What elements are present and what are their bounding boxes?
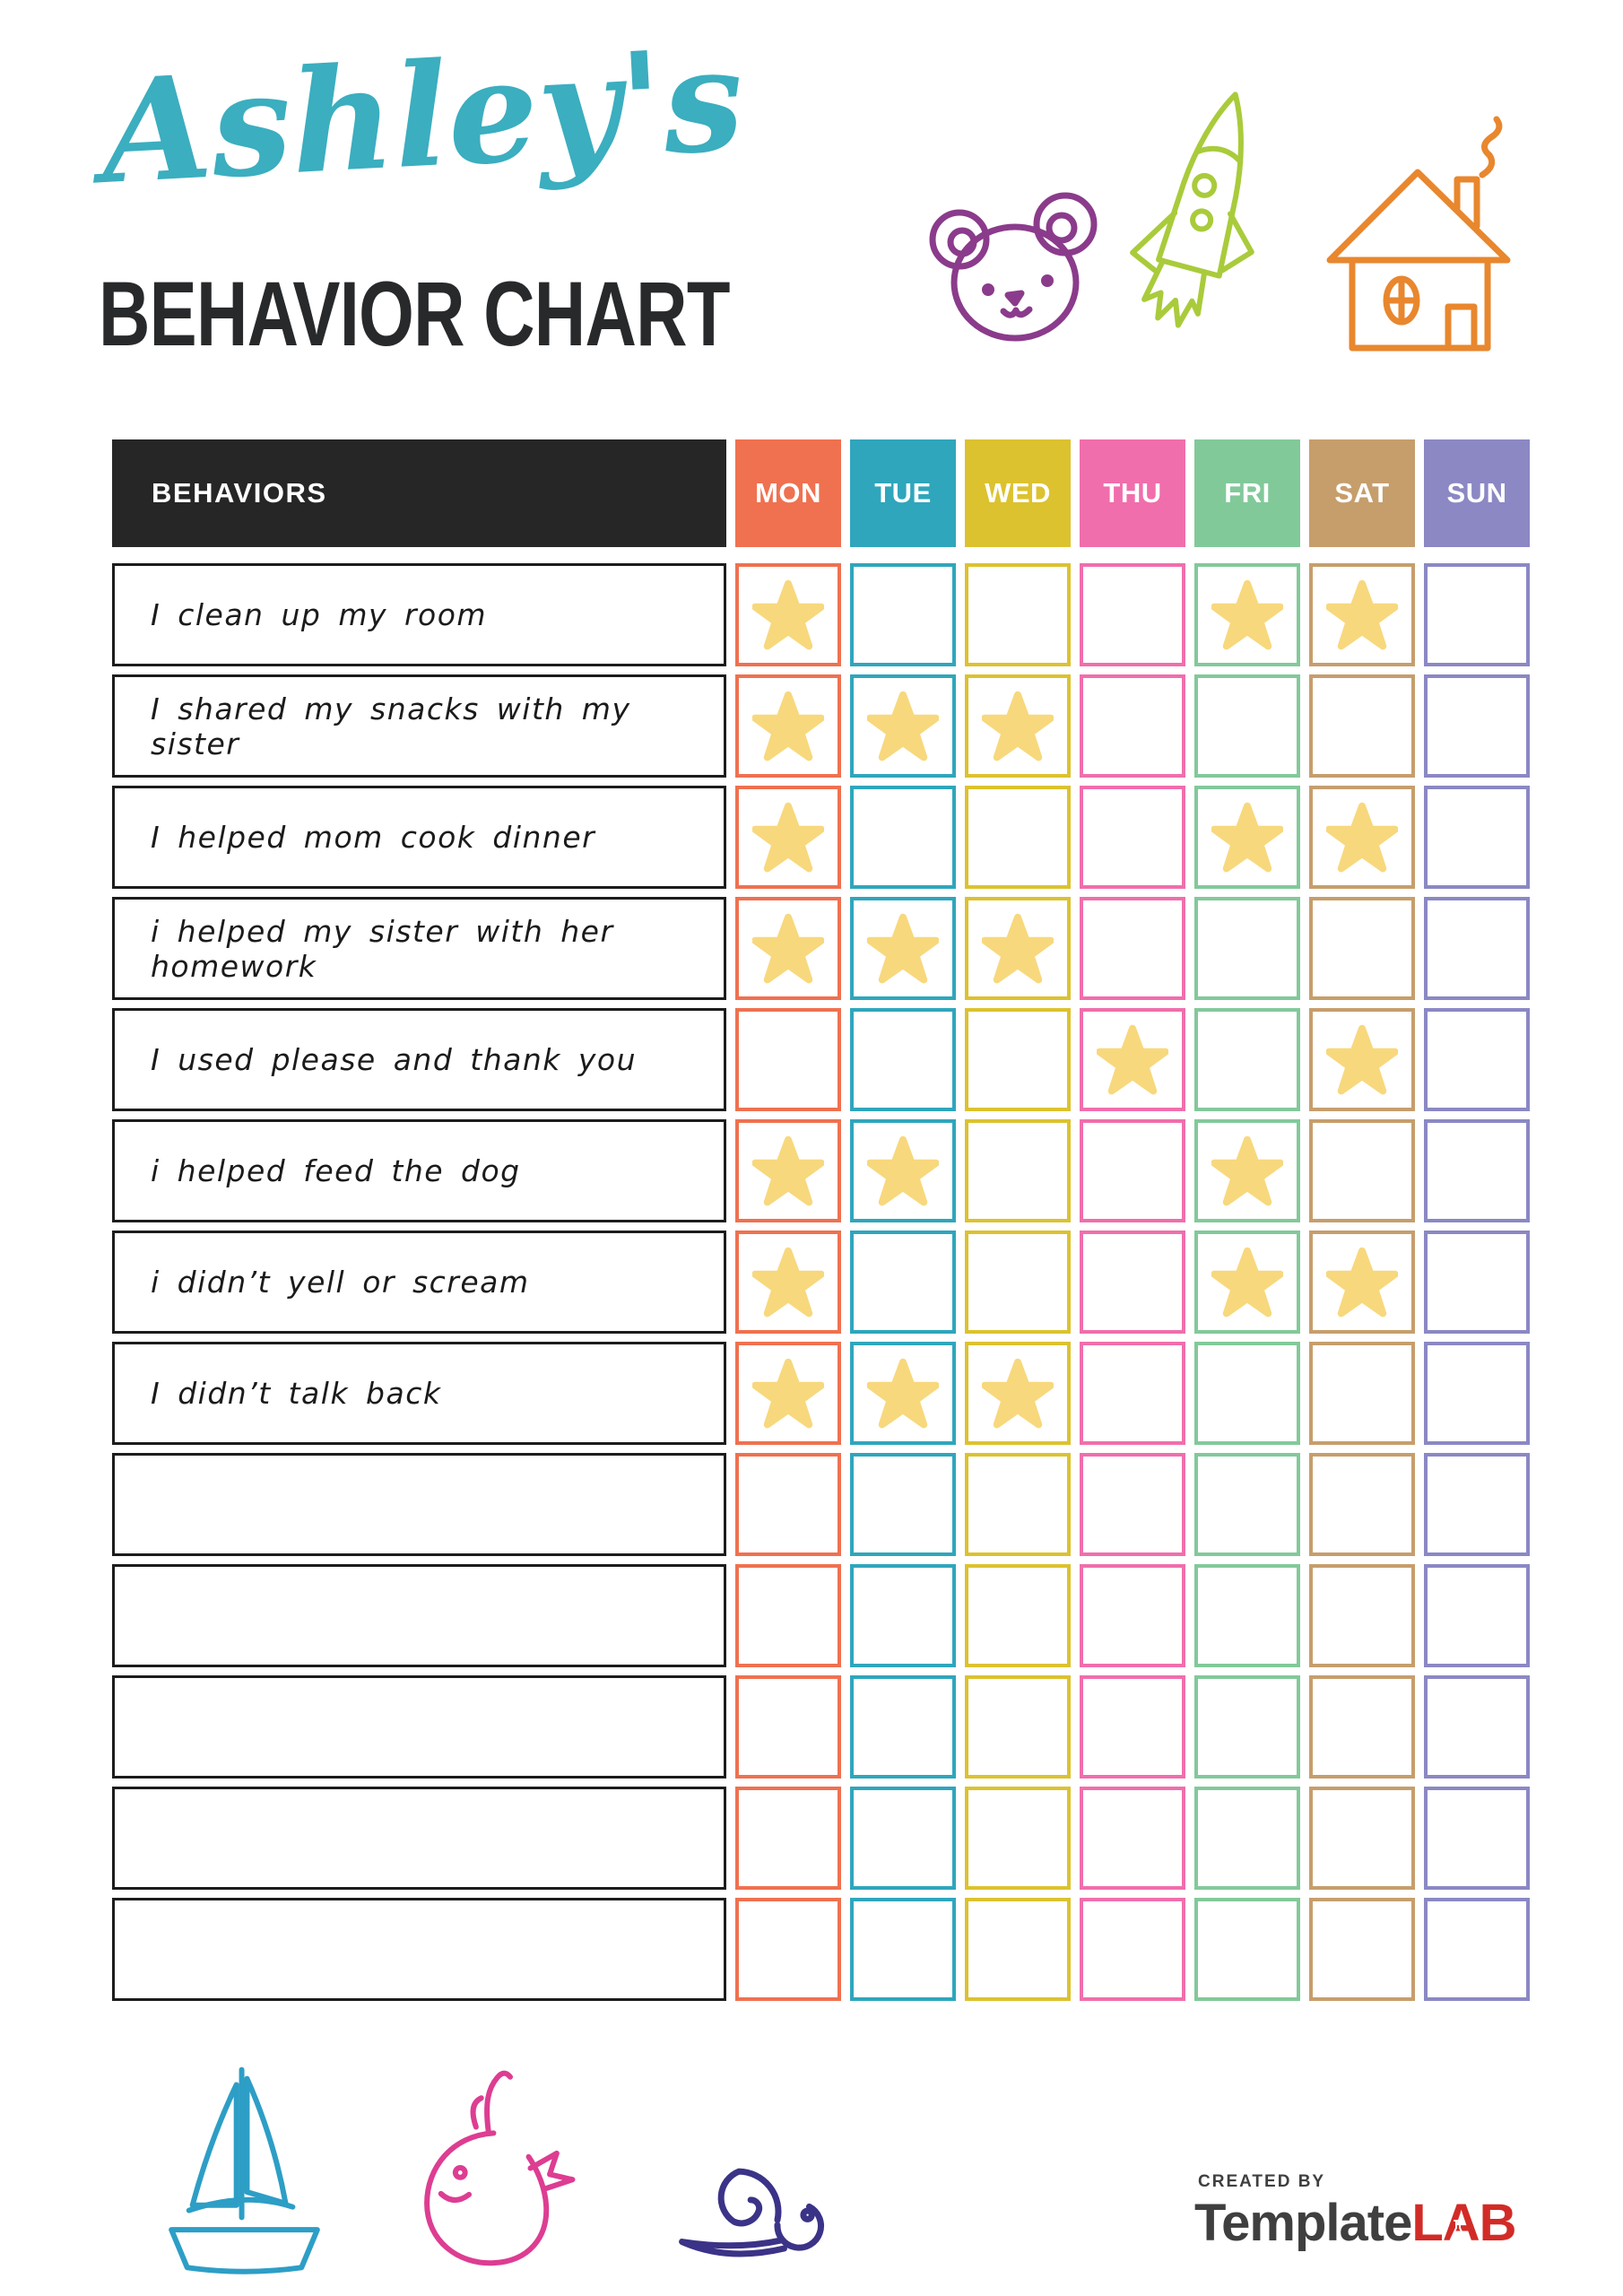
table-row <box>112 1453 1530 1556</box>
star-icon <box>867 1135 939 1207</box>
star-icon <box>1097 1024 1168 1096</box>
day-cell <box>1424 1564 1530 1667</box>
templatelab-logo <box>1194 2172 1516 2253</box>
day-cell <box>735 1898 841 2001</box>
star-icon <box>867 913 939 985</box>
day-cell <box>1424 1231 1530 1334</box>
day-cell <box>1309 1675 1415 1779</box>
day-cell <box>1309 1564 1415 1667</box>
day-cell <box>850 786 956 889</box>
star-icon <box>1326 1024 1398 1096</box>
table-header-row <box>112 439 1530 547</box>
day-cell <box>1194 1342 1300 1445</box>
day-cell <box>965 897 1071 1000</box>
day-cell <box>850 1342 956 1445</box>
behavior-label <box>112 1898 726 2001</box>
day-cell <box>735 1119 841 1222</box>
day-cell <box>1080 1119 1185 1222</box>
table-row <box>112 563 1530 666</box>
day-cell <box>735 1564 841 1667</box>
day-cell <box>1080 1898 1185 2001</box>
day-cell <box>1424 674 1530 778</box>
star-icon <box>1211 579 1283 651</box>
brand-lab-text <box>1411 2193 1515 2253</box>
day-cell <box>735 897 841 1000</box>
brand-template-text: Template <box>1194 2194 1412 2252</box>
day-cell <box>1080 674 1185 778</box>
behavior-label: i didn’t yell or scream <box>112 1231 726 1334</box>
day-cell <box>965 674 1071 778</box>
day-cell <box>1424 1008 1530 1111</box>
day-cell <box>965 1119 1071 1222</box>
behavior-table <box>112 439 1530 2009</box>
rocket-icon <box>1123 76 1275 386</box>
day-cell <box>735 1008 841 1111</box>
star-icon <box>752 691 824 762</box>
day-cell <box>735 1453 841 1556</box>
star-icon <box>982 913 1054 985</box>
day-cell <box>965 563 1071 666</box>
table-row <box>112 674 1530 778</box>
day-cell <box>850 1675 956 1779</box>
table-row <box>112 1119 1530 1222</box>
day-cell <box>1080 786 1185 889</box>
day-cell <box>1080 1564 1185 1667</box>
table-row <box>112 897 1530 1000</box>
day-cell <box>1194 674 1300 778</box>
table-row <box>112 1008 1530 1111</box>
day-header-wed: WED <box>965 439 1071 547</box>
behaviors-column-header: BEHAVIORS <box>112 439 726 547</box>
day-cell <box>735 1231 841 1334</box>
day-cell <box>1309 897 1415 1000</box>
child-name-title: Ashley's <box>97 16 748 216</box>
table-row <box>112 1787 1530 1890</box>
brand-lab-letters: LAB <box>1411 2194 1516 2252</box>
day-cell <box>735 1342 841 1445</box>
day-cell <box>1080 563 1185 666</box>
day-cell <box>1309 563 1415 666</box>
day-cell <box>1424 1787 1530 1890</box>
day-cell <box>1194 563 1300 666</box>
day-cell <box>1194 897 1300 1000</box>
created-by-label: CREATED BY <box>1198 2172 1326 2191</box>
behavior-label <box>112 1787 726 1890</box>
day-cell <box>1194 1564 1300 1667</box>
day-cell <box>1424 563 1530 666</box>
day-cell <box>965 1898 1071 2001</box>
page-title: BEHAVIOR CHART <box>99 263 730 365</box>
day-cell <box>1309 674 1415 778</box>
star-icon <box>1326 579 1398 651</box>
day-cell <box>850 1119 956 1222</box>
day-cell <box>965 1231 1071 1334</box>
star-icon <box>752 1135 824 1207</box>
day-cell <box>965 1787 1071 1890</box>
behavior-label: I clean up my room <box>112 563 726 666</box>
day-cell <box>1424 1898 1530 2001</box>
day-cell <box>965 1342 1071 1445</box>
day-cell <box>965 1453 1071 1556</box>
table-row <box>112 1898 1530 2001</box>
behavior-label: i helped feed the dog <box>112 1119 726 1222</box>
day-cell <box>1424 1675 1530 1779</box>
day-cell <box>1309 1119 1415 1222</box>
day-cell <box>1080 1453 1185 1556</box>
day-cell <box>1424 1119 1530 1222</box>
day-header-sat: SAT <box>1309 439 1415 547</box>
behavior-label: I didn’t talk back <box>112 1342 726 1445</box>
behavior-label <box>112 1564 726 1667</box>
day-cell <box>850 563 956 666</box>
flask-icon <box>1448 2219 1468 2246</box>
day-cell <box>850 674 956 778</box>
behavior-label: I used please and thank you <box>112 1008 726 1111</box>
day-cell <box>1309 1453 1415 1556</box>
table-row <box>112 786 1530 889</box>
day-cell <box>1424 1453 1530 1556</box>
day-cell <box>850 1564 956 1667</box>
behavior-label <box>112 1675 726 1779</box>
star-icon <box>752 579 824 651</box>
day-cell <box>850 1898 956 2001</box>
day-cell <box>1194 1008 1300 1111</box>
star-icon <box>1211 1135 1283 1207</box>
star-icon <box>752 1247 824 1318</box>
table-row <box>112 1564 1530 1667</box>
day-cell <box>1194 1787 1300 1890</box>
star-icon <box>752 913 824 985</box>
day-cell <box>1309 786 1415 889</box>
day-cell <box>1309 1787 1415 1890</box>
star-icon <box>1326 802 1398 874</box>
star-icon <box>867 1358 939 1430</box>
day-cell <box>1194 1453 1300 1556</box>
snail-icon <box>641 2148 838 2274</box>
star-icon <box>752 802 824 874</box>
day-cell <box>1424 897 1530 1000</box>
day-cell <box>850 897 956 1000</box>
star-icon <box>982 691 1054 762</box>
brand-wordmark <box>1194 2193 1516 2253</box>
day-header-thu: THU <box>1080 439 1185 547</box>
star-icon <box>982 1358 1054 1430</box>
day-cell <box>1080 1008 1185 1111</box>
table-row <box>112 1342 1530 1445</box>
day-cell <box>965 1675 1071 1779</box>
behavior-label: i helped my sister with her homework <box>112 897 726 1000</box>
table-row <box>112 1231 1530 1334</box>
day-cell <box>1309 1008 1415 1111</box>
day-cell <box>850 1231 956 1334</box>
table-body <box>112 563 1530 2001</box>
star-icon <box>867 691 939 762</box>
day-cell <box>1194 1119 1300 1222</box>
day-cell <box>1424 786 1530 889</box>
star-icon <box>752 1358 824 1430</box>
day-cell <box>735 674 841 778</box>
table-row <box>112 1675 1530 1779</box>
day-cell <box>1194 786 1300 889</box>
sailboat-icon <box>135 2054 354 2287</box>
whale-icon <box>390 2049 592 2287</box>
day-cell <box>850 1787 956 1890</box>
day-header-tue: TUE <box>850 439 956 547</box>
day-cell <box>735 1675 841 1779</box>
star-icon <box>1326 1247 1398 1318</box>
day-cell <box>1424 1342 1530 1445</box>
day-header-mon: MON <box>735 439 841 547</box>
day-cell <box>1080 1342 1185 1445</box>
day-header-sun: SUN <box>1424 439 1530 547</box>
day-cell <box>1080 1787 1185 1890</box>
day-cell <box>735 1787 841 1890</box>
day-cell <box>1080 1231 1185 1334</box>
behavior-label: I shared my snacks with my sister <box>112 674 726 778</box>
day-cell <box>1194 1231 1300 1334</box>
day-cell <box>1194 1898 1300 2001</box>
day-cell <box>850 1008 956 1111</box>
day-cell <box>850 1453 956 1556</box>
day-cell <box>1080 897 1185 1000</box>
behavior-label <box>112 1453 726 1556</box>
star-icon <box>1211 1247 1283 1318</box>
day-cell <box>735 786 841 889</box>
day-cell <box>1309 1231 1415 1334</box>
behavior-label: I helped mom cook dinner <box>112 786 726 889</box>
house-icon <box>1312 90 1527 359</box>
day-cell <box>1309 1342 1415 1445</box>
day-header-fri: FRI <box>1194 439 1300 547</box>
day-cell <box>965 1008 1071 1111</box>
star-icon <box>1211 802 1283 874</box>
day-cell <box>965 786 1071 889</box>
day-cell <box>965 1564 1071 1667</box>
day-cell <box>735 563 841 666</box>
day-cell <box>1194 1675 1300 1779</box>
day-cell <box>1080 1675 1185 1779</box>
day-cell <box>1309 1898 1415 2001</box>
teddy-bear-icon <box>915 184 1121 350</box>
